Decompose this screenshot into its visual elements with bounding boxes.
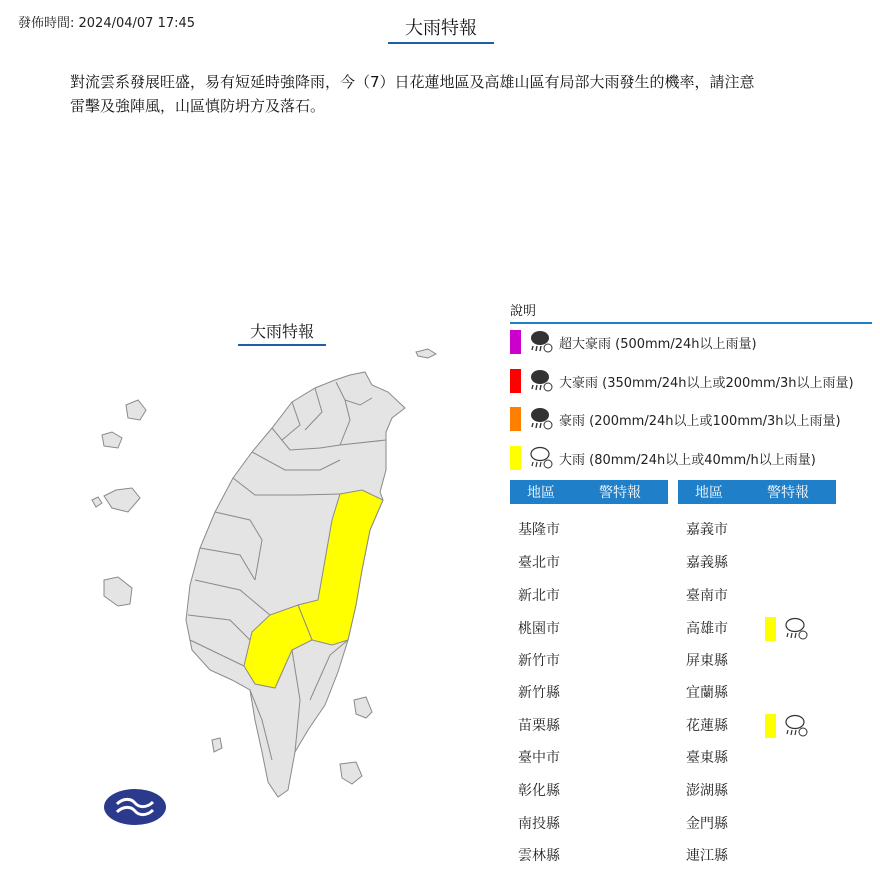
guishan-island (416, 349, 436, 358)
legend-item-extremely-torrential-rain (510, 368, 854, 394)
table-header-right (678, 480, 836, 504)
region-penghu: 澎湖縣 (686, 783, 728, 799)
region-yilan: 宜蘭縣 (686, 685, 728, 701)
extremely-torrential-rain-icon (527, 368, 555, 394)
heavy-rain-icon (782, 713, 810, 739)
heavy-rain-icon (782, 616, 810, 642)
region-keelung: 基隆市 (518, 522, 560, 538)
legend-swatch (510, 369, 521, 393)
penghu-island-4 (92, 497, 102, 507)
column-header-region: 地區 (695, 485, 723, 501)
green-island (354, 697, 372, 718)
region-lienchiang: 連江縣 (686, 848, 728, 864)
region-taitung: 臺東縣 (686, 750, 728, 766)
alert-level-bar (765, 714, 776, 738)
column-header-warning: 警特報 (599, 485, 641, 501)
legend-title: 說明 (510, 302, 872, 324)
legend-swatch (510, 407, 521, 431)
cwa-logo-icon (103, 788, 167, 826)
penghu-island-2 (102, 432, 122, 448)
issue-time: 發佈時間: 2024/04/07 17:45 (18, 16, 196, 31)
extreme-torrential-rain-icon (527, 329, 555, 355)
region-tainan: 臺南市 (686, 588, 728, 604)
legend-label: 大雨 (80mm/24h以上或40mm/h以上雨量) (559, 452, 816, 468)
region-changhua: 彰化縣 (518, 783, 560, 799)
legend-item-torrential-rain (510, 406, 841, 432)
penghu-island-5 (104, 577, 132, 606)
legend-label: 超大豪雨 (500mm/24h以上雨量) (559, 336, 757, 352)
column-header-region: 地區 (527, 485, 555, 501)
page-title: 大雨特報 (388, 16, 494, 44)
legend-swatch (510, 446, 521, 470)
region-yunlin: 雲林縣 (518, 848, 560, 864)
region-taipei: 臺北市 (518, 555, 560, 571)
xiaoliuqiu-island (212, 738, 222, 752)
description-line-2: 雷擊及強陣風，山區慎防坍方及落石。 (70, 97, 326, 115)
column-header-warning: 警特報 (767, 485, 809, 501)
region-taichung: 臺中市 (518, 750, 560, 766)
region-kaohsiung: 高雄市 (686, 621, 728, 637)
penghu-island-3 (104, 488, 140, 512)
alert-level-bar (765, 617, 776, 641)
region-hualien: 花蓮縣 (686, 718, 728, 734)
taiwan-warning-map (60, 340, 460, 800)
region-miaoli: 苗栗縣 (518, 718, 560, 734)
taiwan-main-island (186, 372, 405, 797)
map-title: 大雨特報 (238, 320, 326, 346)
legend-label: 豪雨 (200mm/24h以上或100mm/3h以上雨量) (559, 413, 841, 429)
region-new-taipei: 新北市 (518, 588, 560, 604)
table-header-left (510, 480, 668, 504)
legend-swatch (510, 330, 521, 354)
region-nantou: 南投縣 (518, 816, 560, 832)
legend-label: 大豪雨 (350mm/24h以上或200mm/3h以上雨量) (559, 375, 854, 391)
region-hsinchu-city: 新竹市 (518, 653, 560, 669)
alert-kaohsiung (765, 616, 810, 642)
region-kinmen: 金門縣 (686, 816, 728, 832)
region-chiayi-city: 嘉義市 (686, 522, 728, 538)
warning-description (70, 70, 810, 118)
legend-item-heavy-rain (510, 445, 816, 471)
torrential-rain-icon (527, 406, 555, 432)
region-chiayi-county: 嘉義縣 (686, 555, 728, 571)
alert-hualien (765, 713, 810, 739)
penghu-island-1 (126, 400, 146, 420)
orchid-island (340, 762, 362, 784)
legend-item-extreme-torrential-rain (510, 329, 757, 355)
region-pingtung: 屏東縣 (686, 653, 728, 669)
description-line-1: 對流雲系發展旺盛，易有短延時強降雨，今（7）日花蓮地區及高雄山區有局部大雨發生的機率，請注意 (70, 73, 755, 91)
region-taoyuan: 桃園市 (518, 621, 560, 637)
region-hsinchu-county: 新竹縣 (518, 685, 560, 701)
heavy-rain-icon (527, 445, 555, 471)
